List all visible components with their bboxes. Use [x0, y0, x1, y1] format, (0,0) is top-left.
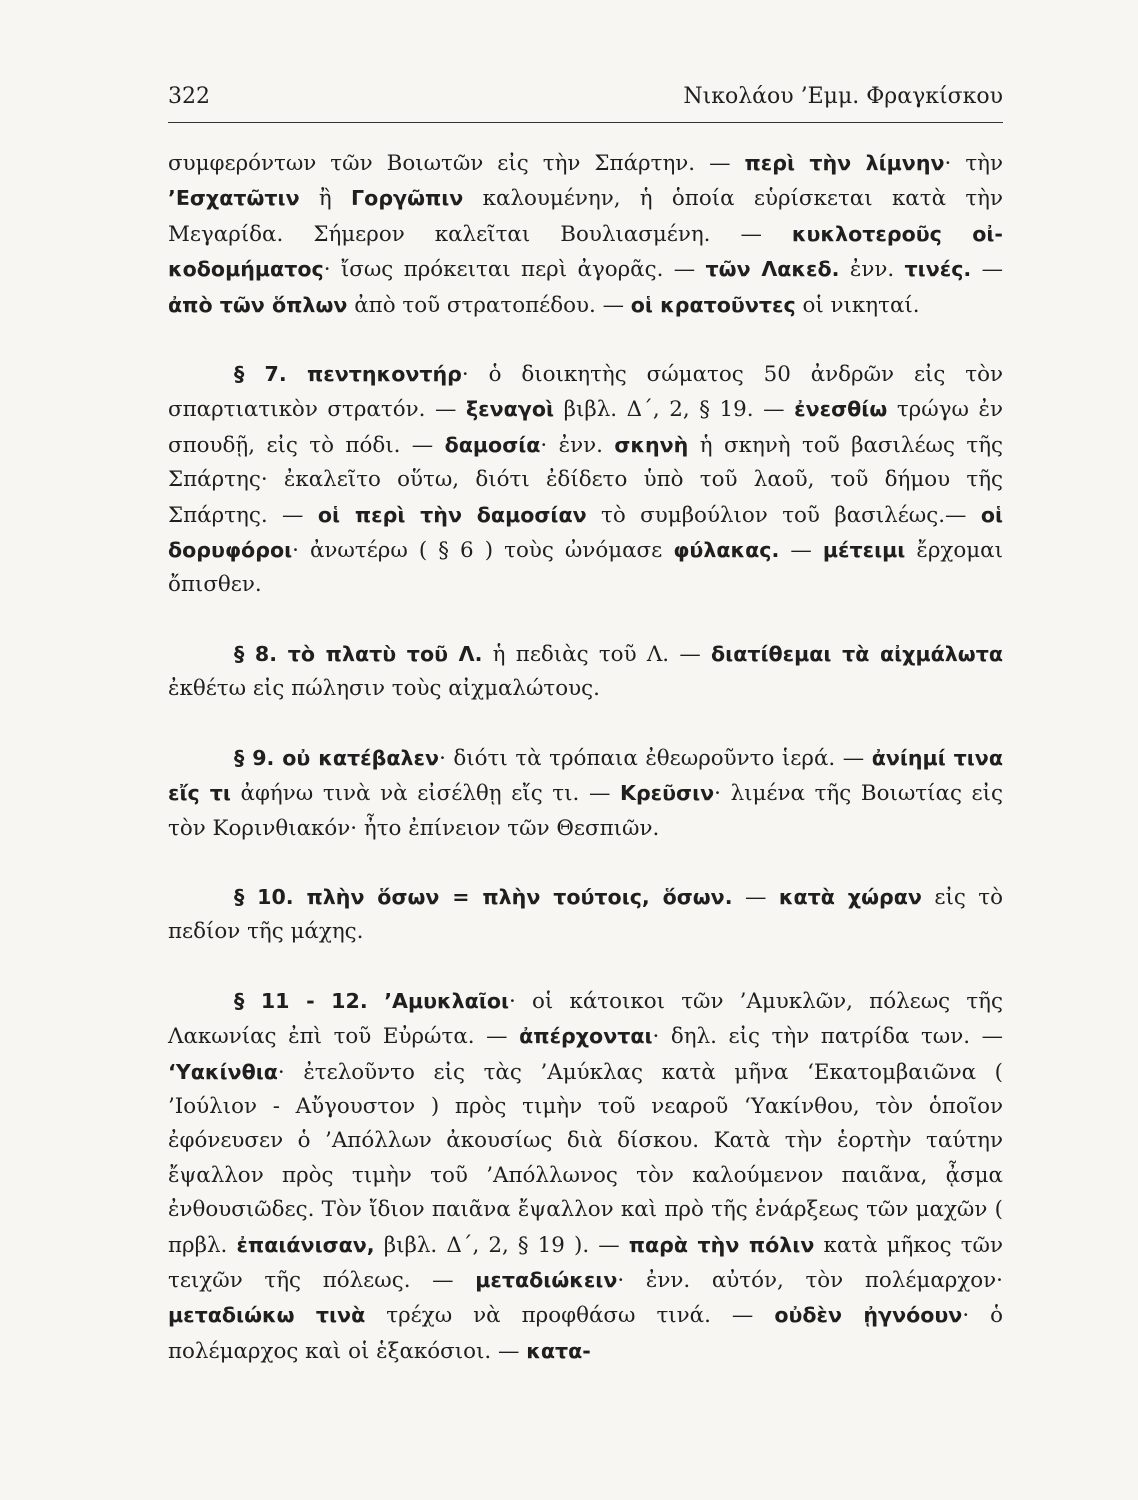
gloss: · τὴν	[944, 151, 1003, 176]
lemma: ἀπὸ τῶν ὅπλων	[168, 292, 348, 317]
lemma: Κρεῦσιν	[619, 781, 715, 806]
section-paragraph	[168, 984, 1003, 1369]
gloss: βιβλ. Δ΄, 2, § 19 ). —	[374, 1232, 629, 1258]
gloss: οἱ νικηταί.	[795, 292, 920, 318]
gloss: · ἴσως πρόκειται περὶ ἀγορᾶς. —	[323, 257, 706, 283]
lemma: ἀπέρχονται	[519, 1024, 653, 1049]
gloss: βιβλ. Δ΄, 2, § 19. —	[554, 397, 795, 423]
section-paragraph	[168, 880, 1003, 950]
lemma: οἱ περὶ τὴν δαμοσίαν	[317, 502, 587, 527]
continued-paragraph	[168, 146, 1003, 323]
lemma: τινές.	[904, 257, 972, 282]
gloss: ἔρχομαι ὄπισθεν.	[168, 538, 1003, 598]
gloss: ἀφήνω τινὰ νὰ εἰσέλθῃ εἴς τι. —	[230, 781, 620, 807]
lemma: § 11 - 12. ’Αμυκλαῖοι	[234, 988, 510, 1013]
lemma: διατίθεμαι τὰ αἰχμάλωτα	[711, 641, 1003, 666]
lemma: οὐδὲν ᾐγνόουν	[774, 1303, 963, 1328]
lemma: ἀνίημί τινα εἴς τι	[168, 745, 1003, 806]
section-paragraph	[168, 741, 1003, 846]
lemma: κυκλοτεροῦς οἰκοδομήματος	[168, 221, 1003, 282]
gloss: συμφερόντων τῶν Βοιωτῶν εἰς τὴν Σπάρτην. —	[168, 151, 745, 176]
gloss: —	[779, 538, 823, 564]
lemma: φύλακας.	[673, 538, 780, 563]
lemma: ἐνεσθίω	[794, 397, 888, 422]
gloss: καλουμένην, ἡ ὁποία εὑρίσκεται κατὰ τὴν Μεγαρίδα. Σήμερον καλεῖται Βουλιασμένη. —	[168, 186, 1003, 247]
lemma: τῶν Λακεδ.	[705, 257, 840, 282]
gloss: · ὁ διοικητὴς σώματος 50 ἀνδρῶν εἰς τὸν σπαρτιατικὸν στρατόν. —	[168, 362, 1003, 423]
lemma: κατα-	[526, 1338, 591, 1363]
lemma: § 8. τὸ πλατὺ τοῦ Λ.	[234, 641, 483, 666]
gloss: ἡ πεδιὰς τοῦ Λ. —	[482, 641, 712, 667]
gloss: κατὰ μῆκος τῶν τειχῶν τῆς πόλεως. —	[168, 1232, 1003, 1293]
body-text	[168, 146, 1003, 1369]
gloss: · λιμένα τῆς Βοιωτίας εἰς τὸν Κορινθιακόν· ἦτο ἐπίνειον τῶν Θεσπιῶν.	[168, 781, 1003, 841]
gloss: εἰς τὸ πεδίον τῆς μάχης.	[168, 884, 1003, 945]
gloss: ἐνν.	[839, 257, 905, 283]
lemma: σκηνὴ	[614, 432, 689, 457]
gloss: —	[732, 884, 779, 910]
section-paragraph	[168, 637, 1003, 707]
gloss: ἢ	[299, 186, 352, 212]
running-title: Νικολάου ’Εμμ. Φραγκίσκου	[683, 84, 1003, 109]
lemma: μεταδιώκειν	[475, 1267, 618, 1292]
lemma: ‘Υακίνθια	[168, 1059, 278, 1084]
gloss: · ὁ πολέμαρχος καὶ οἱ ἑξακόσιοι. —	[168, 1303, 1004, 1364]
gloss: ἐκθέτω εἰς πώλησιν τοὺς αἰχμαλώτους.	[168, 676, 600, 702]
lemma: μέτειμι	[822, 538, 906, 563]
lemma: ’Εσχατῶτιν	[168, 186, 300, 211]
gloss: τρέχω νὰ προφθάσω τινά. —	[365, 1303, 775, 1329]
lemma: ἐπαιάνισαν,	[236, 1232, 375, 1257]
lemma: οἱ δορυφόροι	[168, 502, 1003, 563]
gloss: · ἀνωτέρω ( § 6 ) τοὺς ὠνόμασε	[292, 538, 674, 564]
lemma: § 9. οὐ κατέβαλεν	[234, 745, 440, 770]
gloss: · διότι τὰ τρόπαια ἐθεωροῦντο ἱερά. —	[439, 745, 872, 771]
gloss: · ἐνν. αὐτόν, τὸν πολέμαρχον·	[617, 1267, 1003, 1293]
gloss: · δηλ. εἰς τὴν πατρίδα των. —	[652, 1024, 1004, 1050]
section-paragraph	[168, 357, 1003, 603]
page-header	[168, 84, 1003, 109]
lemma: παρὰ τὴν πόλιν	[628, 1232, 815, 1257]
lemma: § 7. πεντηκοντήρ	[234, 362, 462, 387]
gloss: ἡ σκηνὴ τοῦ βασιλέως τῆς Σπάρτης· ἐκαλεῖτο οὕτω, διότι ἐδίδετο ὑπὸ τοῦ λαοῦ, τοῦ δήμου τῆς Σπάρτης. —	[168, 432, 1004, 528]
page-number: 322	[168, 84, 210, 109]
lemma: περὶ τὴν λίμνην	[744, 151, 945, 175]
lemma: μεταδιώκω τινὰ	[168, 1303, 366, 1328]
gloss: ἀπὸ τοῦ στρατοπέδου. —	[347, 292, 631, 318]
gloss: τὸ συμβούλιον τοῦ βασιλέως.—	[586, 502, 981, 528]
lemma: δαμοσία	[444, 432, 541, 457]
lemma: οἱ κρατοῦντες	[630, 292, 796, 317]
gloss: · ἐτελοῦντο εἰς τὰς ’Αμύκλας κατὰ μῆνα ‘Εκατομβαιῶνα ( ’Ιούλιον - Αὔγουστον ) πρὸς τιμὴν τοῦ νεαροῦ ‘Υακίνθου, τὸν ὁποῖον ἐφόνευσεν ὁ ’Απόλλων ἀκουσίως διὰ δίσκου. Κατὰ τὴν ἑορτὴν ταύτην ἔψαλλον πρὸς τιμὴν τοῦ ’Απόλλωνος τὸν καλούμενον παιᾶνα, ᾆσμα ἐνθουσιῶδες. Τὸν ἴδιον παιᾶνα ἔψαλλον καὶ πρὸ τῆς ἐνάρξεως τῶν μαχῶν ( πρβλ.	[168, 1059, 1003, 1258]
lemma: Γοργῶπιν	[351, 186, 464, 211]
gloss: · οἱ κάτοικοι τῶν ’Αμυκλῶν, πόλεως τῆς Λακωνίας ἐπὶ τοῦ Εὐρώτα. —	[168, 988, 1003, 1050]
header-rule	[168, 122, 1003, 123]
lemma: ξεναγοὶ	[465, 397, 554, 422]
gloss: τρώγω ἐν σπουδῇ, εἰς τὸ πόδι. —	[168, 397, 1003, 458]
gloss: —	[971, 257, 1003, 283]
lemma: κατὰ χώραν	[778, 884, 922, 909]
lemma: § 10. πλὴν ὅσων = πλὴν τούτοις, ὅσων.	[234, 884, 733, 909]
gloss: · ἐνν.	[540, 432, 615, 458]
